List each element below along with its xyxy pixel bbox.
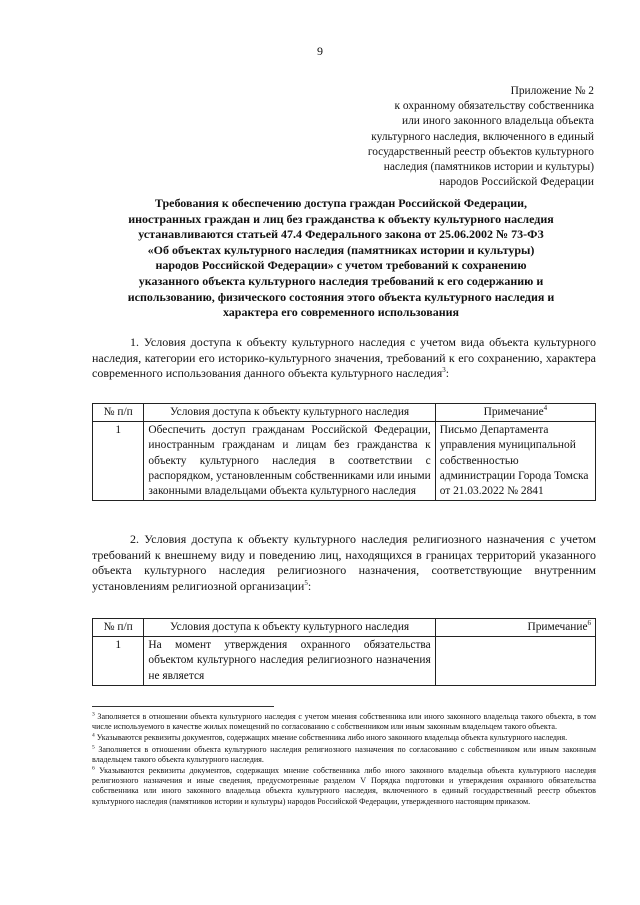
footnote-text: Указываются реквизиты документов, содержащих мнение собственника либо иного законного владельца объекта культурного наследия. [96,733,568,743]
header-conditions: Условия доступа к объекту культурного наследия [144,404,435,422]
table-row [93,422,596,501]
footnote-4 [92,733,596,743]
header-num: № п/п [93,619,144,637]
table-header-row [93,619,596,637]
appendix-line: Приложение № 2 [510,85,594,97]
section-1-text: 1. Условия доступа к объекту культурного наследия с учетом вида объекта культурного наследия, категории его историко-культурного значения, требований к его сохранению, характера современного использования данного объекта культурного наследия [92,335,596,381]
footnote-marker: 4 [92,732,95,739]
footnote-ref-4[interactable]: 4 [543,404,548,413]
appendix-line: к охранному обязательству собственника [394,100,594,113]
footnote-separator [92,706,274,707]
footnote-text: Заполняется в отношении объекта культурного наследия религиозного назначения по согласованию с собственником или иным законным владельцем такого объекта культурного наследия. [92,744,596,764]
footnote-marker: 3 [92,711,95,718]
section-1-colon: : [445,366,450,381]
section-2-colon: : [307,578,312,593]
page-number: 9 [317,44,323,58]
appendix-line: народов Российской Федерации [439,176,594,189]
appendix-header [294,84,594,190]
header-note [435,619,595,637]
title-line: народов Российской Федерации» с учетом требований к сохранению [155,258,527,273]
row-note: Письмо Департамента управления муниципальной собственностью администрации Города Томска от 21.03.2022 № 2841 [435,422,595,501]
header-note-label: Примечание [527,621,588,633]
header-note-label: Примечание [483,406,544,418]
header-note [435,404,595,422]
footnote-ref-3[interactable]: 3 [442,366,446,375]
header-conditions: Условия доступа к объекту культурного наследия [144,619,435,637]
table-header-row [93,404,596,422]
footnote-text: Указываются реквизиты документов, содержащих мнение собственника либо иного законного владельца объекта культурного наследия религиозного назначения и иные сведения, предусмотренные разделом V Порядка подготовки и утверждения охранного обязательства собственника или иного законного владельца объекта культурного наследия, включенного в единый государственный реестр объектов культурного наследия (памятников истории и культуры) народов Российской Федерации, утвержденного настоящим приказом. [92,766,596,806]
title-line: «Об объектах культурного наследия (памятниках истории и культуры) [147,242,535,257]
footnotes [92,712,596,808]
table-row [93,637,596,686]
title-line: устанавливаются статьей 47.4 Федерального закона от 25.06.2002 № 73-ФЗ [138,227,544,242]
appendix-line: государственный реестр объектов культурного [367,145,594,158]
footnote-ref-6[interactable]: 6 [587,619,591,628]
title-line: указанного объекта культурного наследия требований к его содержанию и [138,273,544,288]
section-2-text: 2. Условия доступа к объекту культурного наследия религиозного назначения с учетом требований к внешнему виду и поведению лиц, находящихся в границах территорий указанного объекта культурного наследия религиозного назначения, соответствующие внутренним установлениям религиозной организации [92,532,596,593]
section-2-paragraph [92,532,596,594]
document-title [86,196,596,321]
row-conditions: На момент утверждения охранного обязательства объектом культурного наследия религиозного назначения не является [144,637,435,686]
footnote-6 [92,766,596,807]
title-line: характера его современного использования [222,305,460,320]
row-conditions: Обеспечить доступ гражданам Российской Федерации, иностранным гражданам и лицам без гражданства к объекту культурного наследия в соответствии с распорядком, установленным собственниками или иными законными владельцами объекта культурного наследия [144,422,435,501]
access-conditions-table-1 [92,403,596,501]
access-conditions-table-2 [92,618,596,686]
row-note [435,637,595,686]
title-line: Требования к обеспечению доступа граждан Российской Федерации, [154,196,528,210]
row-num: 1 [93,637,144,686]
appendix-line: культурного наследия, включенного в единый [371,130,594,143]
section-1-paragraph [92,335,596,382]
footnote-5 [92,745,596,765]
row-num: 1 [93,422,144,501]
footnote-marker: 5 [92,743,95,750]
footnote-ref-5[interactable]: 5 [304,578,308,587]
appendix-line: или иного законного владельца объекта [402,115,594,128]
header-num: № п/п [93,404,144,422]
footnote-text: Заполняется в отношении объекта культурного наследия с учетом мнения собственника или иного законного владельца такого объекта, в том числе используемого в качестве жилых помещений по согласованию с собственником или иным законным владельцем такого объекта. [92,712,596,732]
footnote-3 [92,712,596,732]
title-line: использованию, физического состояния этого объекта культурного наследия и [127,289,555,304]
footnote-marker: 6 [92,765,95,772]
title-line: иностранных граждан и лиц без гражданства к объекту культурного наследия [128,211,554,226]
appendix-line: наследия (памятников истории и культуры) [383,161,594,174]
